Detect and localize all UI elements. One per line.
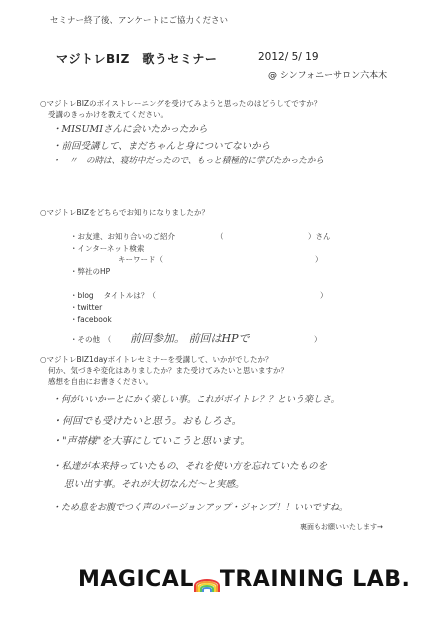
option-search: ・インターネット検索 [70,244,145,253]
other-bracket-close: ） [314,335,322,344]
q2-question: ○マジトレBIZをどちらでお知りになりましたか？ [40,208,209,217]
friend-bracket-close: ）さん [308,232,331,241]
company-logo [78,567,410,592]
intro-text: セミナー終了後、アンケートにご協力ください [50,16,228,26]
logo-text-left: MAGICAL [78,567,194,592]
option-friend: ・お友達、お知り合いのご紹介 [70,232,175,241]
option-facebook: ・facebook [70,315,112,324]
q3-answer: ・ため息をお腹でつく声のバージョンアップ・ジャンプ！！いいですね。 [52,503,348,513]
page-title: マジトレBIZ 歌うセミナー [56,52,218,66]
option-blog: ・blog タイトルは？（ [70,291,156,300]
q3-sub1: 何か、気づきや変化はありましたか？また受けてみたいと思いますか？ [48,366,288,375]
other-answer: 前回参加。 前回はHPで [130,332,250,345]
option-other: ・その他 （ [70,335,112,344]
friend-bracket-open: （ [216,232,224,241]
q1-answer: ・ 〃 の時は、寝坊中だったので、もっと積極的に学びたかったから [52,156,324,166]
q3-answer: ・"声帯様"を大事にしていこうと思います。 [52,436,251,447]
q3-sub2: 感想を自由にお書きください。 [48,377,153,386]
q1-sub: 受講のきっかけを教えてください。 [48,110,168,119]
option-hp: ・弊社のHP [70,267,111,276]
q3-answer: ・何がいいかーとにかく楽しい事。これがボイトレ？？という楽しさ。 [52,395,340,405]
q3-answer: 思い出す事。それが大切なんだ～と実感。 [64,479,245,490]
rainbow-logo-icon [194,570,220,592]
venue: @ シンフォニーサロン六本木 [268,71,388,81]
q1-question: ○マジトレBIZのボイストレーニングを受けてみようと思ったのはどうしてですか？ [40,99,322,108]
q3-question: ○マジトレBIZ1dayボイトレセミナーを受講して、いかがでしたか？ [40,355,273,364]
blog-bracket-close: ） [320,291,328,300]
seminar-date: 2012/ 5/ 19 [258,51,319,63]
option-twitter: ・twitter [70,303,103,312]
q1-answer: ・MISUMIさんに会いたかったから [52,124,208,135]
keyword-bracket-close: ） [315,255,323,264]
continue-note: 裏面もお願いいたします→ [300,523,383,531]
logo-text-right: TRAINING LAB. [219,567,411,592]
q3-answer: ・何回でも受けたいと思う。おもしろさ。 [52,416,242,427]
option-keyword: キーワード（ [118,255,163,264]
q1-answer: ・前回受講して、まだちゃんと身についてないから [52,141,271,152]
q3-answer: ・私達が本来持っていたもの、それを使い方を忘れていたものを [52,461,328,472]
